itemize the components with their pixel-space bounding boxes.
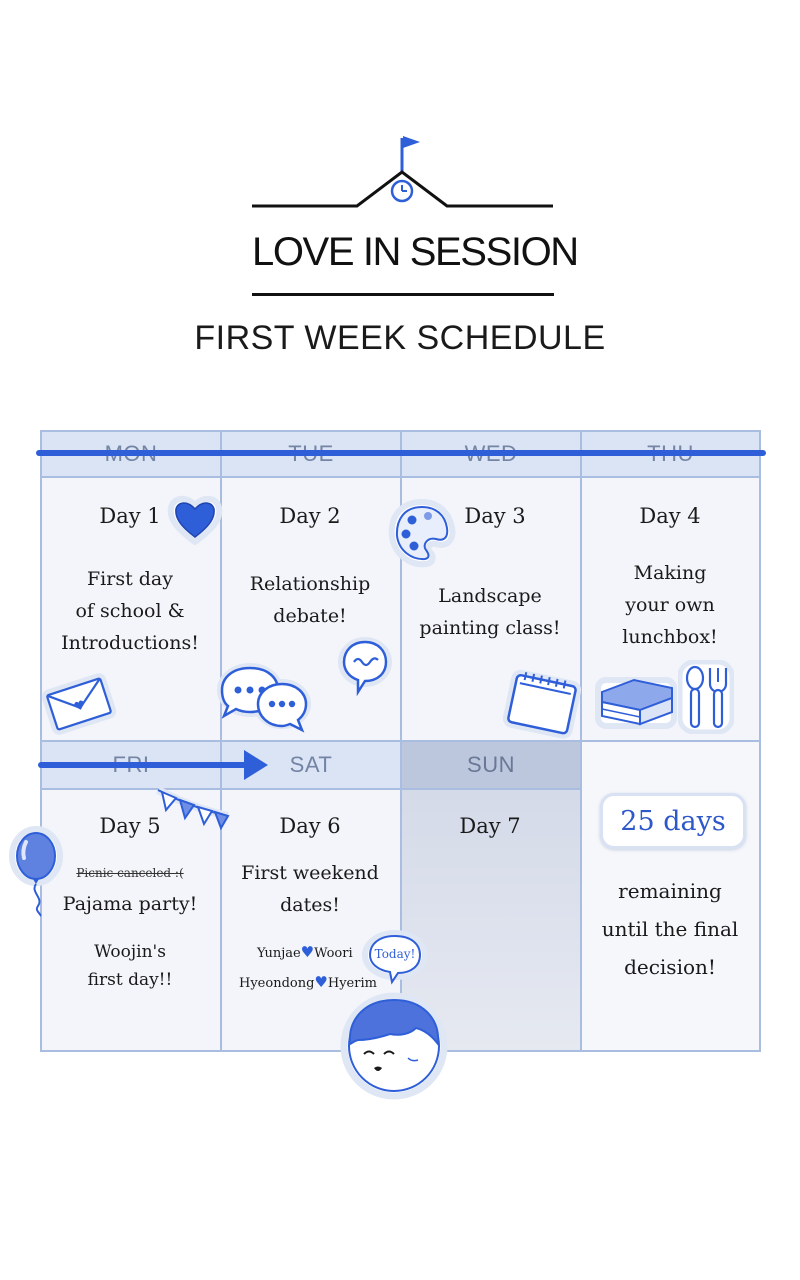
page-title: FIRST WEEK SCHEDULE bbox=[194, 319, 606, 357]
chat-bubbles-icon bbox=[216, 660, 312, 736]
note-line: Introductions! bbox=[61, 632, 199, 654]
school-roof-logo bbox=[245, 130, 560, 220]
week-progress-line bbox=[36, 450, 766, 456]
note-line: Pajama party! bbox=[62, 893, 198, 915]
day-note-3 bbox=[400, 580, 580, 644]
note-line: Relationship bbox=[249, 573, 371, 595]
canceled-plan: Picnic canceled :( bbox=[76, 866, 184, 880]
note-line: debate! bbox=[273, 605, 347, 627]
title-rule bbox=[252, 293, 554, 296]
clock-icon bbox=[392, 181, 412, 201]
palette-icon bbox=[386, 498, 458, 570]
school-flag-icon bbox=[402, 136, 420, 172]
note-line: lunchbox! bbox=[622, 626, 718, 648]
spoon-fork-icon bbox=[678, 660, 734, 734]
note-line: Woojin's bbox=[94, 942, 166, 962]
heart-icon bbox=[166, 492, 224, 546]
today-bubble bbox=[362, 930, 428, 986]
note-line: dates! bbox=[280, 894, 340, 916]
note-line: Landscape bbox=[438, 585, 542, 607]
envelope-icon bbox=[40, 672, 118, 736]
bunting-icon bbox=[152, 782, 232, 838]
note-line: of school & bbox=[75, 600, 185, 622]
day-note-2 bbox=[220, 568, 400, 632]
countdown-number: 25 days bbox=[600, 793, 746, 849]
note-line: first day!! bbox=[87, 970, 173, 990]
progress-arrow-icon bbox=[244, 750, 270, 780]
day-note-4 bbox=[580, 557, 760, 653]
lunchbox-icon bbox=[594, 670, 680, 732]
character-face-icon bbox=[338, 988, 450, 1100]
weekday-header-sun bbox=[400, 740, 582, 790]
heart-icon: ♥ bbox=[314, 973, 328, 991]
note-line: until the final bbox=[601, 917, 739, 941]
notepad-icon bbox=[498, 664, 584, 744]
note-line: First weekend bbox=[241, 862, 379, 884]
day-note-6 bbox=[220, 857, 400, 921]
day-label-4: Day 4 bbox=[639, 504, 701, 528]
couple-name: Yunjae bbox=[257, 946, 301, 961]
note-line: decision! bbox=[624, 955, 716, 979]
couple-pair-1 bbox=[257, 943, 353, 961]
day-label-7: Day 7 bbox=[459, 814, 521, 838]
day-label-6: Day 6 bbox=[279, 814, 341, 838]
note-line: painting class! bbox=[419, 617, 561, 639]
weekday-label: SUN bbox=[467, 752, 515, 777]
speech-bubble-icon bbox=[338, 636, 392, 696]
day-label-5: Day 5 bbox=[99, 814, 161, 838]
day-label-3: Day 3 bbox=[464, 504, 526, 528]
balloon-icon bbox=[6, 826, 64, 918]
couple-name: Hyeondong bbox=[239, 976, 315, 991]
day-note-5 bbox=[40, 864, 220, 994]
weekday-label: SAT bbox=[289, 752, 333, 777]
note-line: your own bbox=[625, 594, 715, 616]
day-label-1: Day 1 bbox=[99, 504, 161, 528]
heart-icon: ♥ bbox=[300, 943, 315, 961]
day-note-1 bbox=[40, 563, 220, 659]
countdown-note bbox=[580, 872, 760, 986]
note-line: Making bbox=[633, 562, 707, 584]
app-title: LOVE IN SESSION bbox=[252, 230, 578, 274]
couple-name: Hyerim bbox=[327, 976, 377, 991]
weekend-progress-line bbox=[38, 762, 248, 768]
today-label: Today! bbox=[374, 947, 416, 961]
note-line: First day bbox=[87, 568, 173, 590]
couple-name: Woori bbox=[314, 946, 353, 961]
note-line: remaining bbox=[618, 879, 722, 903]
day-label-2: Day 2 bbox=[279, 504, 341, 528]
